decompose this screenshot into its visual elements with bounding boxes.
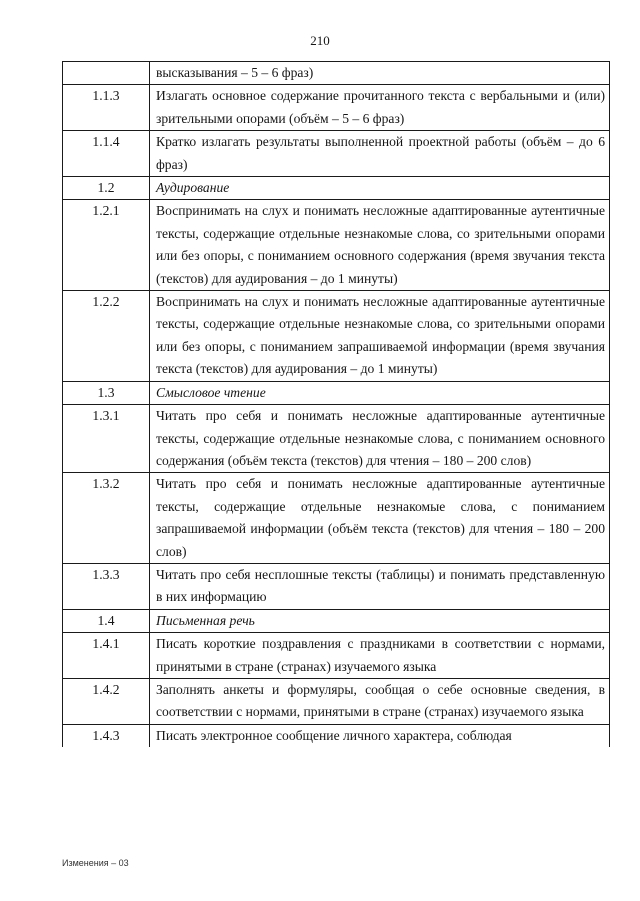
section-title: Аудирование: [150, 177, 610, 200]
section-title: Смысловое чтение: [150, 381, 610, 404]
section-row: [63, 177, 610, 200]
requirements-table-body: [63, 62, 610, 748]
item-number: 1.3.3: [63, 563, 150, 609]
section-row: [63, 381, 610, 404]
item-text: Читать про себя и понимать несложные адаптированные аутентичные тексты, содержащие отдельные незнакомые слова, с пониманием запрашиваемой информации (объём текста (текстов) для чтения – 180 – 200 слов): [150, 473, 610, 564]
item-text: Излагать основное содержание прочитанного текста с вербальными и (или) зрительными опорами (объём – 5 – 6 фраз): [150, 85, 610, 131]
item-text: Воспринимать на слух и понимать несложные адаптированные аутентичные тексты, содержащие отдельные незнакомые слова, со зрительными опорами или без опоры, с пониманием основного содержания (время звучания текста (текстов) для аудирования – до 1 минуты): [150, 200, 610, 291]
item-number: 1.3.1: [63, 405, 150, 473]
item-number: 1.3.2: [63, 473, 150, 564]
table-row: [63, 633, 610, 679]
section-title: Письменная речь: [150, 609, 610, 632]
table-row: [63, 200, 610, 291]
section-row: [63, 609, 610, 632]
table-row: [63, 724, 610, 747]
item-number: 1.4: [63, 609, 150, 632]
item-number: 1.2: [63, 177, 150, 200]
item-text: Писать электронное сообщение личного характера, соблюдая: [150, 724, 610, 747]
item-text: Кратко излагать результаты выполненной проектной работы (объём – до 6 фраз): [150, 131, 610, 177]
item-number: 1.2.1: [63, 200, 150, 291]
item-number: 1.2.2: [63, 291, 150, 382]
item-number: 1.4.2: [63, 678, 150, 724]
requirements-table: [62, 61, 610, 747]
table-row: [63, 131, 610, 177]
item-number: 1.1.3: [63, 85, 150, 131]
item-text: Писать короткие поздравления с праздниками в соответствии с нормами, принятыми в стране (странах) изучаемого языка: [150, 633, 610, 679]
item-number: 1.3: [63, 381, 150, 404]
item-number: [63, 62, 150, 85]
footer-revision: Изменения – 03: [62, 858, 129, 868]
item-number: 1.4.1: [63, 633, 150, 679]
item-number: 1.1.4: [63, 131, 150, 177]
table-row: [63, 405, 610, 473]
item-text: Читать про себя и понимать несложные адаптированные аутентичные тексты, содержащие отдельные незнакомые слова, с пониманием основного содержания (объём текста (текстов) для чтения – 180 – 200 слов): [150, 405, 610, 473]
item-text: высказывания – 5 – 6 фраз): [150, 62, 610, 85]
item-text: Воспринимать на слух и понимать несложные адаптированные аутентичные тексты, содержащие отдельные незнакомые слова, со зрительными опорами или без опоры, с пониманием запрашиваемой информации (время звучания текста (текстов) для аудирования – до 1 минуты): [150, 291, 610, 382]
table-row: [63, 563, 610, 609]
table-row: [63, 62, 610, 85]
table-row: [63, 85, 610, 131]
item-text: Читать про себя несплошные тексты (таблицы) и понимать представленную в них информацию: [150, 563, 610, 609]
item-number: 1.4.3: [63, 724, 150, 747]
table-row: [63, 473, 610, 564]
item-text: Заполнять анкеты и формуляры, сообщая о себе основные сведения, в соответствии с нормами, принятыми в стране (странах) изучаемого языка: [150, 678, 610, 724]
table-row: [63, 291, 610, 382]
table-row: [63, 678, 610, 724]
page-number: 210: [310, 33, 330, 48]
